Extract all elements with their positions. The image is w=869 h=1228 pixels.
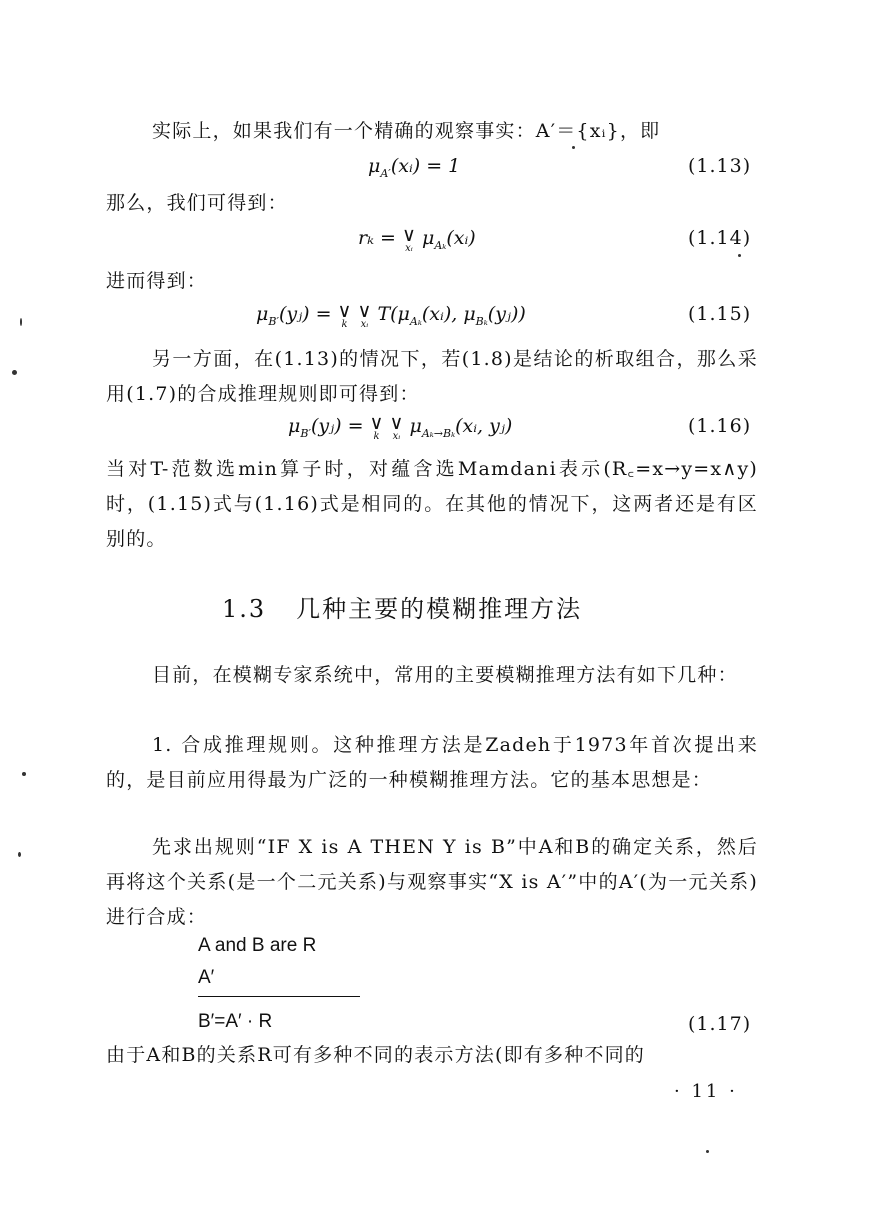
page-number: · 11 ·: [674, 1081, 738, 1102]
paragraph-since-relation: 由于A和B的关系R可有多种不同的表示方法(即有多种不同的: [106, 1044, 646, 1066]
scan-speck: [572, 146, 575, 149]
equation-1-16: $\mu_{B'}(yⱼ)$ = ∨ k ∨ xᵢ $\mu_{A_k\to B_k}(xᵢ$, yⱼ): [288, 412, 513, 442]
paragraph-further: 进而得到：: [106, 270, 208, 292]
paragraph-first-find-relation: 先求出规则“IF X is A THEN Y is B”中A和B的确定关系，然后再将这个关系(是一个二元关系)与观察事实“X is A′”中的A′(为一元关系)进行合成：: [106, 836, 758, 928]
paragraph-currently: 目前，在模糊专家系统中，常用的主要模糊推理方法有如下几种：: [152, 664, 738, 686]
paragraph-observation: 实际上，如果我们有一个精确的观察事实：A′＝{xᵢ}，即: [152, 120, 661, 142]
equation-number-1-15: (1.15): [688, 303, 752, 325]
equation-1-15: $\mu_{B'}(yⱼ)$ = ∨ k ∨ xᵢ $T(\mu_{A_k}(xᵢ)$, $\mu_{B_k}(yⱼ)$): [256, 300, 526, 330]
scan-speck: [22, 772, 26, 776]
paragraph-then: 那么，我们可得到：: [106, 192, 288, 214]
equation-1-14: rₖ = ∨ xᵢ $\mu_{A_k}(xᵢ)$: [358, 224, 476, 254]
scan-speck: [20, 318, 22, 326]
equation-1-13: $\mu_{A'}(xᵢ) = 1$: [368, 155, 461, 180]
paragraph-t-norm: 当对T-范数选min算子时，对蕴含选Mamdani表示(R꜀=x→y=x∧y)时，(1.15)式与(1.16)式是相同的。在其他的情况下，这两者还是有区别的。: [106, 458, 758, 550]
scan-speck: [706, 1150, 709, 1153]
inference-premise-1: A and B are R: [198, 935, 317, 956]
paragraph-compositional-rule: 1. 合成推理规则。这种推理方法是Zadeh于1973年首次提出来的，是目前应用得最为广泛的一种模糊推理方法。它的基本思想是：: [106, 734, 758, 791]
equation-number-1-13: (1.13): [688, 155, 752, 177]
paragraph-on-the-other-hand: 另一方面，在(1.13)的情况下，若(1.8)是结论的析取组合，那么采用(1.7)的合成推理规则即可得到：: [106, 348, 758, 405]
scan-speck: [12, 370, 17, 375]
inference-premise-2: A′: [198, 967, 215, 988]
inference-conclusion: B′=A′ · R: [198, 1011, 273, 1032]
scan-speck: [738, 254, 741, 257]
equation-number-1-16: (1.16): [688, 415, 752, 437]
scan-speck: [18, 852, 21, 857]
section-number: 1.3: [222, 595, 267, 623]
equation-number-1-14: (1.14): [688, 227, 752, 249]
section-title: 几种主要的模糊推理方法: [296, 595, 583, 623]
section-heading: [222, 592, 582, 626]
equation-number-1-17: (1.17): [688, 1013, 752, 1035]
inference-divider: [198, 996, 360, 997]
